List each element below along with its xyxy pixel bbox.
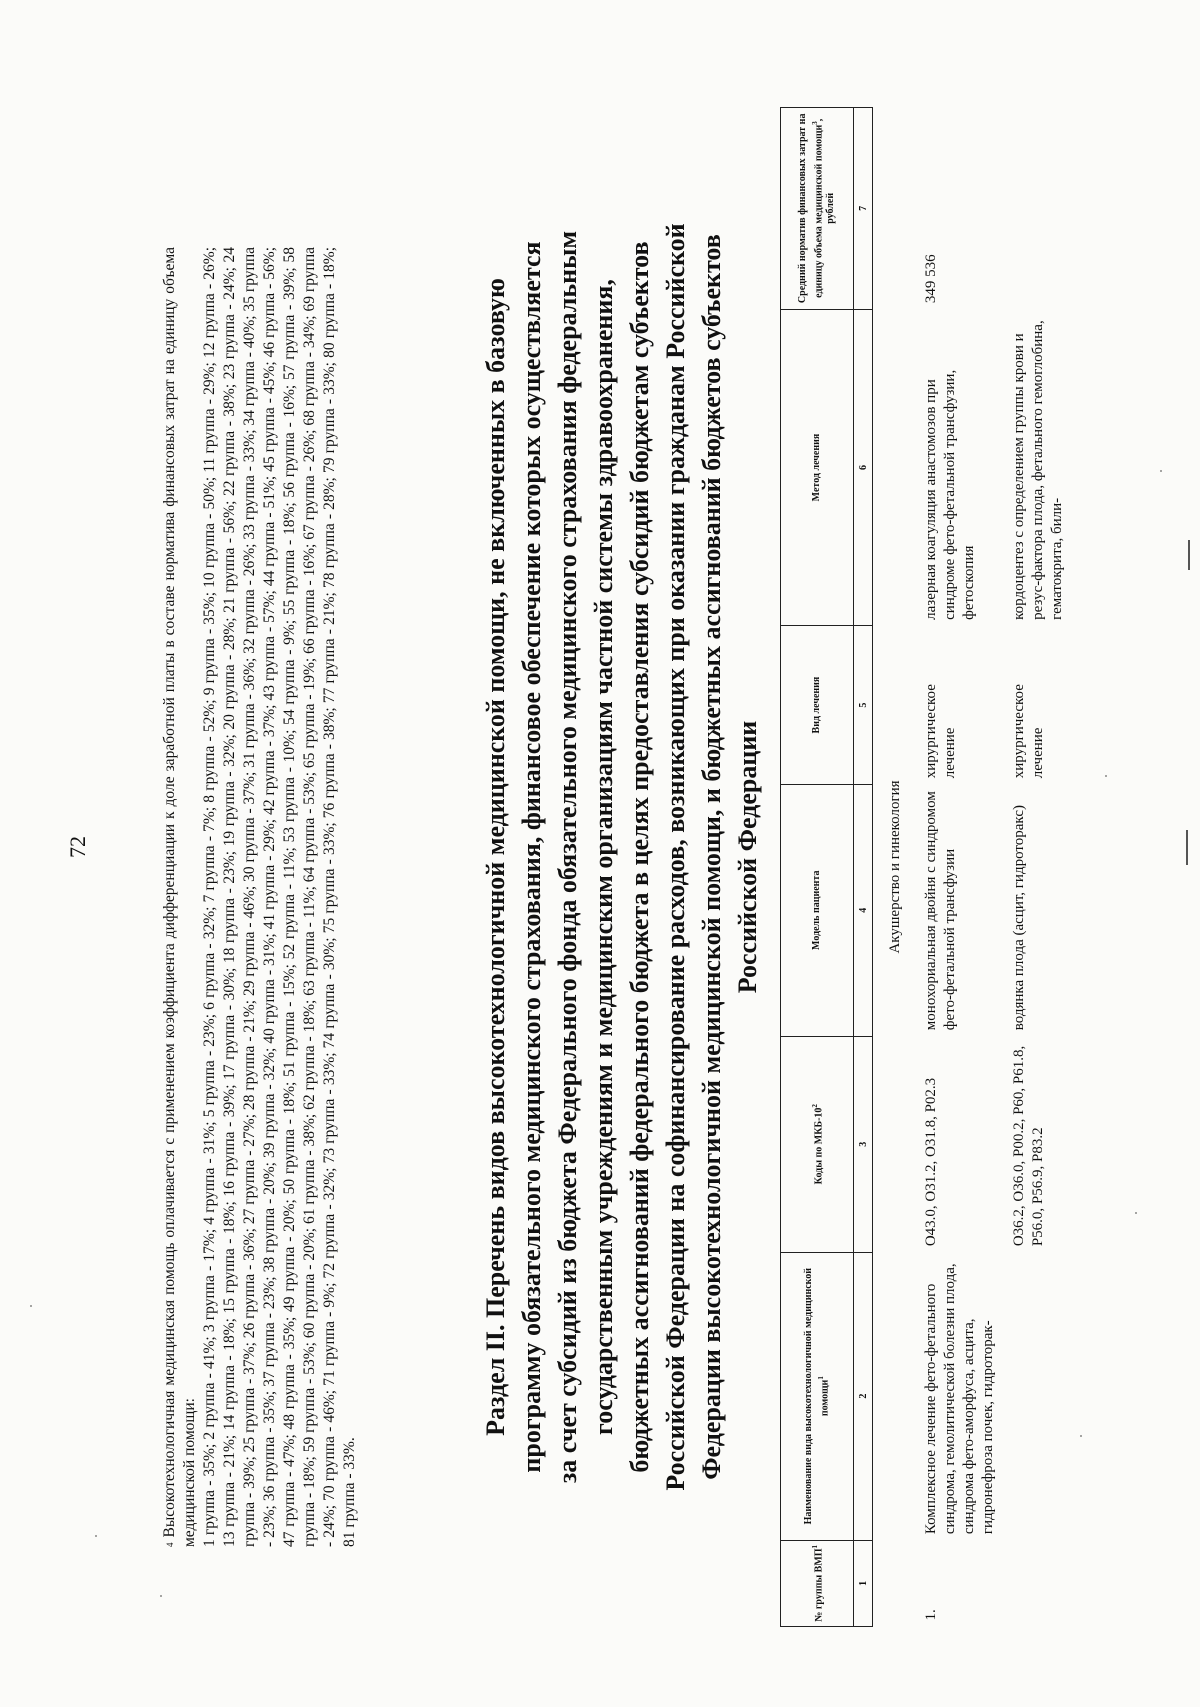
column-number: 7 xyxy=(854,108,873,310)
cell-name xyxy=(1002,1252,1071,1540)
footnote-groups: 1 группа - 35%; 2 группа - 41%; 3 группа - 17%; 4 группа - 31%; 5 группа - 23%; 6 группа - 32%; 7 группа - 7%; 8 группа - 52%; 9 группа - 35%; 10 группа - 50%; 11 группа - 29%; 12 группа - 26%; 13 группа - 21%; 14 группа - 18%; 15 группа - 18%; 16 группа - 39%; 17 группа - 30%; 18 группа - 23%; 19 группа - 32%; 20 группа - 28%; 21 группа - 56%; 22 группа - 38%; 23 группа - 24%; 24 группа - 39%; 25 группа - 37%; 26 группа - 36%; 27 группа - 27%; 28 группа - 21%; 29 группа - 46%; 30 группа - 37%; 31 группа - 36%; 32 группа - 26%; 33 группа - 33%; 34 группа - 40%; 35 группа - 23%; 36 группа - 35%; 37 группа - 23%; 38 группа - 20%; 39 группа - 32%; 40 группа - 31%; 41 группа - 29%; 42 группа - 37%; 43 группа - 57%; 44 группа - 51%; 45 группа - 45%; 46 группа - 56%; 47 группа - 47%; 48 группа - 35%; 49 группа - 20%; 50 группа - 18%; 51 группа - 15%; 52 группа - 11%; 53 группа - 10%; 54 группа - 9%; 55 группа - 18%; 56 группа - 16%; 57 группа - 39%; 58 группа - 18%; 59 группа - 53%; 60 группа - 20%; 61 группа - 38%; 62 группа - 18%; 63 группа - 11%; 64 группа - 53%; 65 группа - 19%; 66 группа - 16%; 67 группа - 26%; 68 группа - 34%; 69 группа - 24%; 70 группа - 46%; 71 группа - 9%; 72 группа - 32%; 73 группа - 33%; 74 группа - 30%; 75 группа - 33%; 76 группа - 38%; 77 группа - 21%; 78 группа - 28%; 79 группа - 33%; 80 группа - 18%; 81 группа - 33%. xyxy=(201,247,358,1547)
cell-codes: O43.0, O31.2, O31.8, P02.3 xyxy=(923,1077,939,1247)
cell-codes: O36.2, O36.0, P00.2, P60, P61.8, P56.0, P56.9, P83.2 xyxy=(1011,1045,1046,1247)
column-number: 2 xyxy=(854,1252,873,1540)
section-title-line: программу обязательного медицинского страхования, финансовое обеспечение которых осуществляется xyxy=(517,241,546,1473)
header-norm: Средний норматив финансовых затрат на единицу объема медицинской помощи$^3$, рублей xyxy=(781,108,854,310)
cell-group xyxy=(1002,1540,1071,1626)
section-title-line: Раздел II. Перечень видов высокотехнологичной медицинской помощи, не включенных в базовую xyxy=(481,278,510,1436)
header-type: Вид лечения xyxy=(781,626,854,784)
table-row xyxy=(1002,108,1071,1627)
cell-group: 1. xyxy=(923,1609,939,1621)
section-title-line: Федерации высокотехнологичной медицинской помощи, и бюджетных ассигнований бюджетов субъектов xyxy=(697,234,726,1480)
section-title-line: Российской Федерации xyxy=(733,720,762,994)
cell-norm xyxy=(1002,108,1071,310)
header-model: Модель пациента xyxy=(781,784,854,1036)
section-title-line: бюджетных ассигнований федерального бюджета в целях предоставления субсидий бюджетам субъектов xyxy=(625,241,654,1473)
column-number: 5 xyxy=(854,626,873,784)
footnote-intro: Высокотехнологичная медицинская помощь оплачивается с применением коэффициента дифференциации к доле заработной платы в составе норматива финансовых затрат на единицу объема медицинской помощи: xyxy=(161,246,198,1547)
section-title xyxy=(478,157,766,1557)
cell-method: лазерная коагуляция анастомозов при синдроме фето-фетальной трансфузии, фетоскопия xyxy=(923,369,977,620)
cell-norm: 349 536 xyxy=(923,254,939,304)
header-group-no: № группы ВМП$^1$ xyxy=(781,1540,854,1626)
column-number: 1 xyxy=(854,1540,873,1626)
column-number-row xyxy=(854,108,873,1627)
section-row xyxy=(873,108,915,1627)
section-title-line: Российской Федерации на софинансирование расходов, возникающих при оказании гражданам Российской xyxy=(661,223,690,1491)
page-number: 72 xyxy=(65,836,90,858)
footnote xyxy=(160,247,360,1547)
header-method: Метод лечения xyxy=(781,309,854,626)
cell-name: Комплексное лечение фето-фетального синдрома, гемолитической болезни плода, синдрома фето-аморфуса, асцита, гидронефроза почек, гидроторак- xyxy=(923,1263,996,1535)
section-title-line: за счет субсидий из бюджета Федерального фонда обязательного медицинского страхования федеральным xyxy=(553,230,582,1484)
table-header-row xyxy=(781,108,854,1627)
header-codes: Коды по МКБ-$10^2$ xyxy=(781,1036,854,1252)
column-number: 4 xyxy=(854,784,873,1036)
cell-type: хирургическое лечение xyxy=(1011,684,1046,779)
cell-model: монохориальная двойня с синдромом фето-фетальной трансфузии xyxy=(923,791,958,1031)
section-heading: Акушерство и гинекология xyxy=(887,780,903,954)
column-number: 6 xyxy=(854,309,873,626)
footnote-marker: 4 xyxy=(165,1542,175,1547)
vmp-table xyxy=(780,107,1071,1627)
cell-model: водянка плода (асцит, гидроторакс) xyxy=(1011,805,1027,1031)
section-title-line: государственным учреждениям и медицинским организациям частной системы здравоохранения, xyxy=(589,279,618,1435)
header-name: Наименование вида высокотехнологичной медицинской помощи$^1$ xyxy=(781,1252,854,1540)
column-number: 3 xyxy=(854,1036,873,1252)
cell-method: кордоцентез с определением группы крови и резус-фактора плода, фетального гемоглобина, гематокрита, били- xyxy=(1011,320,1065,620)
cell-type: хирургическое лечение xyxy=(923,684,958,779)
table-row xyxy=(914,108,1002,1627)
